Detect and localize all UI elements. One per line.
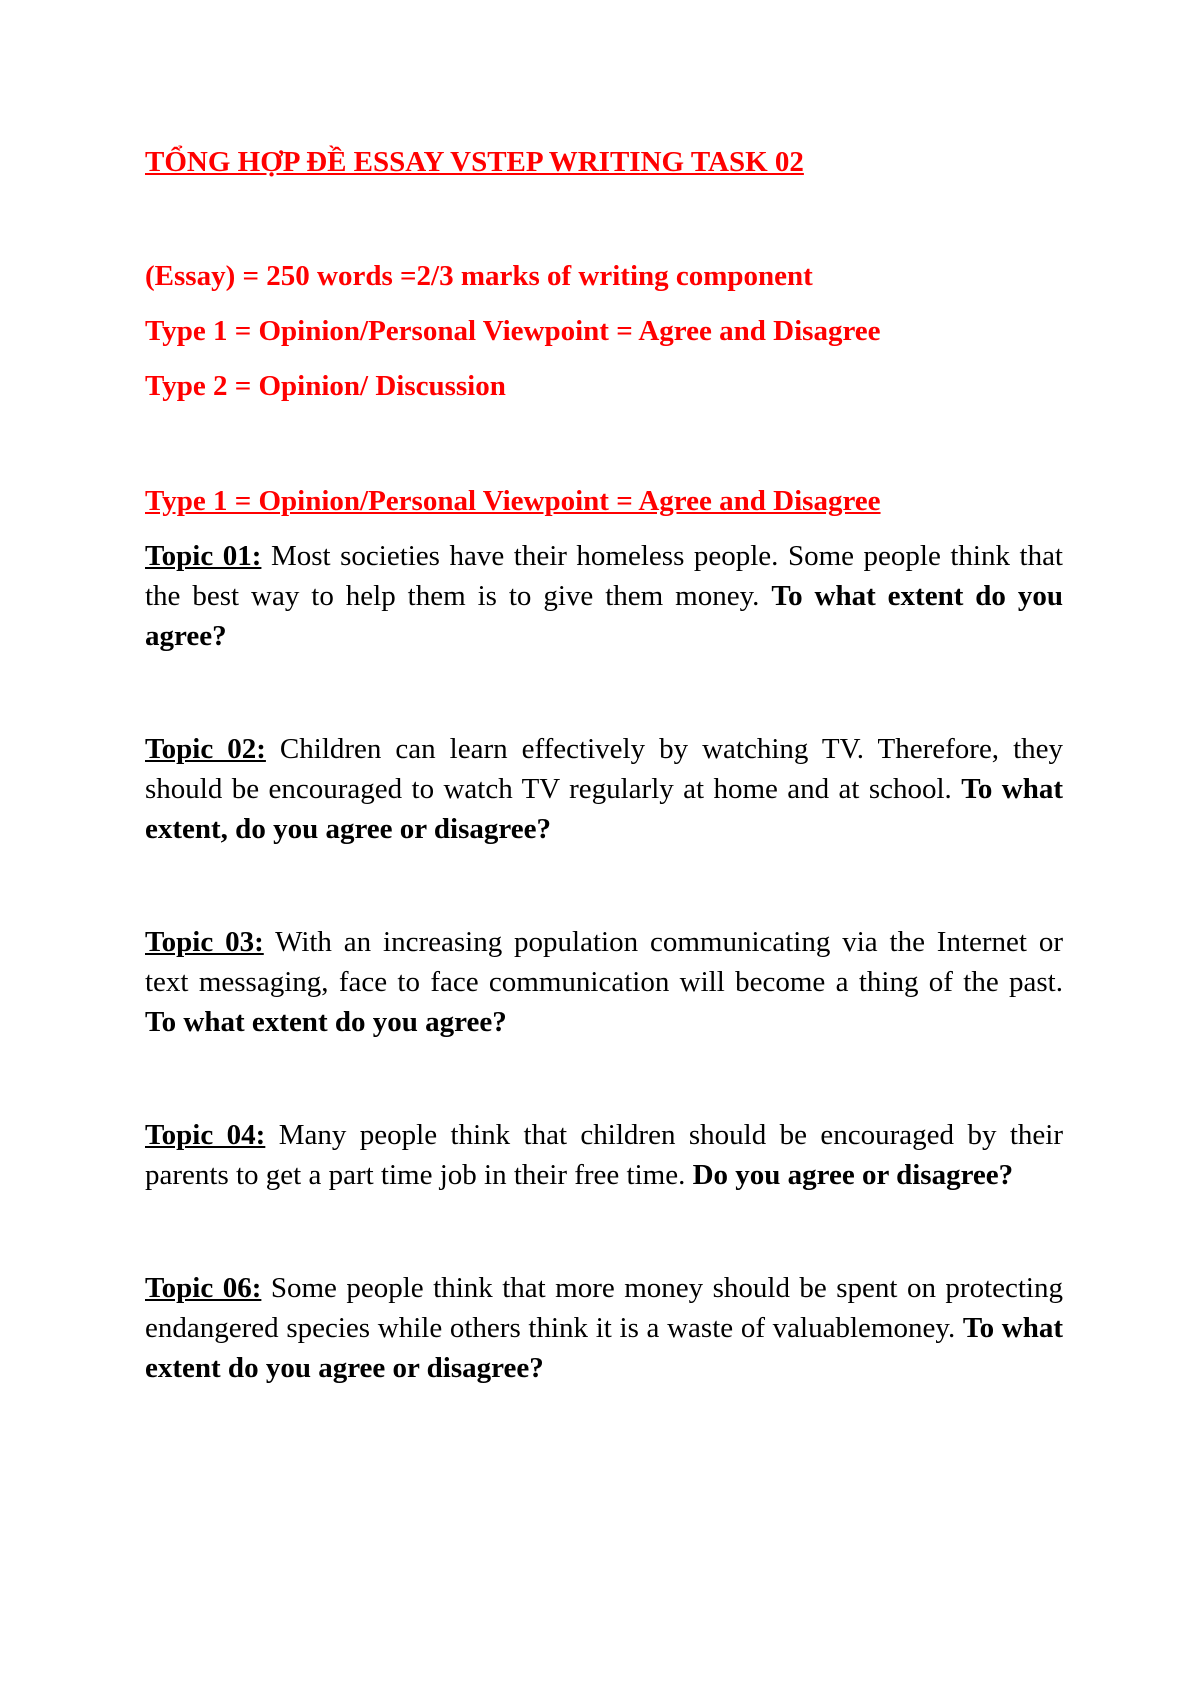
spacer (145, 182, 1063, 256)
topic-body: Most societies have their homeless people. Some people think that the best way to help them is to give them money. (145, 540, 1063, 612)
topic-question: To what extent do you agree or disagree? (145, 1312, 1063, 1384)
type-2-line: Type 2 = Opinion/ Discussion (145, 370, 506, 402)
document-title: TỔNG HỢP ĐỀ ESSAY VSTEP WRITING TASK 02 (145, 146, 804, 178)
topic-question: To what extent do you agree? (145, 1006, 507, 1038)
topic-label: Topic 03: (145, 926, 264, 958)
topic-body: With an increasing population communicating via the Internet or text messaging, face to face communication will become a thing of the past. (145, 926, 1063, 998)
spacer (145, 656, 1063, 729)
spacer (145, 1042, 1063, 1115)
topic-body: Children can learn effectively by watching TV. Therefore, they should be encouraged to watch TV regularly at home and at school. (145, 733, 1063, 805)
topic-label: Topic 04: (145, 1119, 266, 1151)
type-1-line: Type 1 = Opinion/Personal Viewpoint = Agree and Disagree (145, 315, 881, 347)
topic-label: Topic 01: (145, 540, 262, 572)
section-heading: Type 1 = Opinion/Personal Viewpoint = Agree and Disagree (145, 485, 881, 517)
topic-question: To what extent do you agree? (145, 580, 1064, 652)
topic-body: Many people think that children should be encouraged by their parents to get a part time job in their free time. (145, 1119, 1064, 1191)
topic-question: Do you agree or disagree? (692, 1159, 1014, 1191)
topic-paragraph-06 (145, 1268, 1063, 1388)
topic-body: Some people think that more money should be spent on protecting endangered species while others think it is a waste of valuablemoney. (145, 1272, 1063, 1344)
spacer (145, 849, 1063, 922)
topic-label: Topic 02: (145, 733, 266, 765)
essay-info-line: (Essay) = 250 words =2/3 marks of writing component (145, 260, 813, 292)
spacer (145, 1195, 1063, 1268)
topic-paragraph-03 (145, 922, 1063, 1042)
topic-paragraph-01 (145, 536, 1063, 656)
topic-question: To what extent, do you agree or disagree? (145, 773, 1063, 845)
topic-label: Topic 06: (145, 1272, 262, 1304)
topic-paragraph-04 (145, 1115, 1063, 1195)
spacer (145, 421, 1063, 481)
document-content (145, 142, 1063, 1388)
topic-paragraph-02 (145, 729, 1063, 849)
